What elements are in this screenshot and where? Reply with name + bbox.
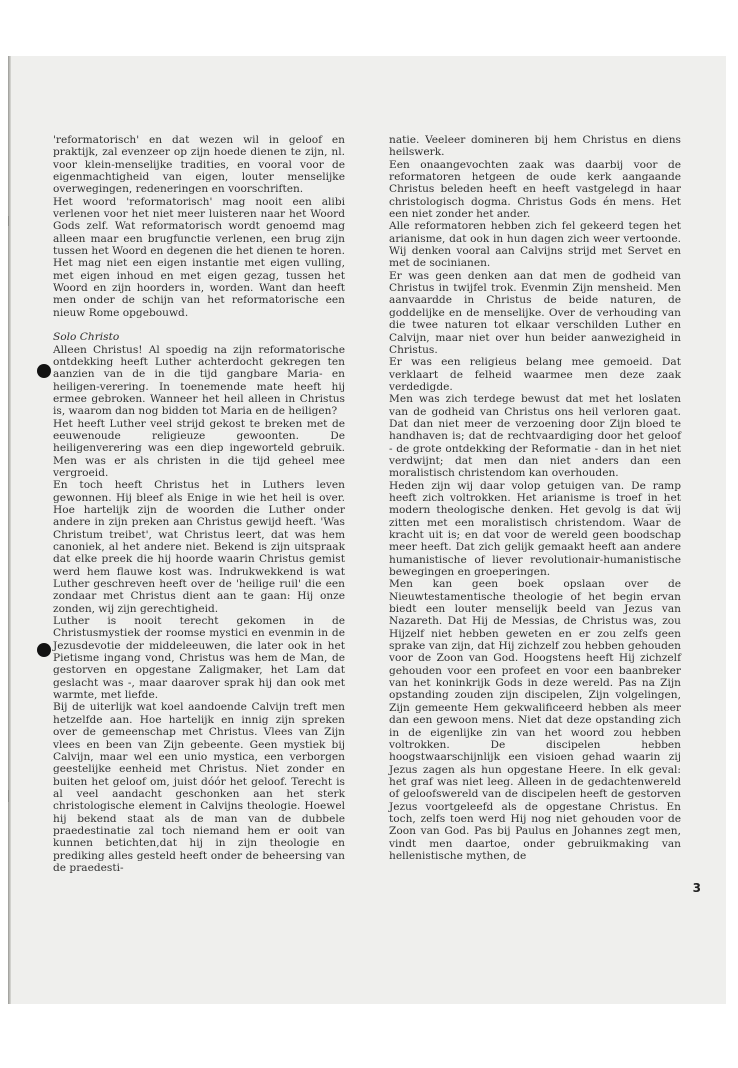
paragraph: Er was geen denken aan dat men de godheid van Christus in twijfel trok. Evenmin Zijn mensheid. Men aanvaardde in Christus de beide naturen, de goddelijke en de menselijke. Over de verhouding van die twee naturen tot elkaar verschilden Luther en Calvijn, maar niet over hun beider aanwezigheid in Christus. — [389, 269, 681, 356]
page-edge-shadow — [8, 56, 11, 1004]
section-spacer — [53, 319, 345, 331]
paragraph: Er was een religieus belang mee gemoeid. Dat verklaart de felheid waarmee men deze zaak verdedigde. — [389, 356, 681, 393]
punch-hole-upper — [37, 364, 51, 378]
page-number: 3 — [692, 881, 701, 895]
text-column-left — [53, 134, 345, 874]
section-heading: Solo Christo — [53, 331, 120, 344]
paragraph: En toch heeft Christus het in Luthers leven gewonnen. Hij bleef als Enige in wie het heil is over. Hoe hartelijk zijn de woorden die Luther onder andere in zijn preken aan Christus gewijd heeft. 'Was Christum treibet', wat Christus leert, dat was hem canoniek, al het andere niet. Bekend is zijn uitspraak dat elke preek die hij hoorde waarin Christus gemist werd hem flauwe kost was. Indrukwekkend is wat Luther geschreven heeft over de 'heilige ruil' die een zondaar met Christus dient aan te gaan: Hij onze zonden, wij zijn gerechtigheid. — [53, 479, 345, 615]
paragraph: Men was zich terdege bewust dat met het loslaten van de godheid van Christus ons heil verloren gaat. Dat dan niet meer de verzoening door Zijn bloed te handhaven is; dat de rechtvaardiging door het geloof - de grote ontdekking der Reformatie - dan in het niet verdwijnt; dat men dan niet anders dan een moralistisch christendom kan overhouden. — [389, 393, 681, 480]
paragraph: 'reformatorisch' en dat wezen wil in geloof en praktijk, zal evenzeer op zijn hoede dienen te zijn, nl. voor klein-menselijke tradities, en vooral voor de eigenmachtigheid van eigen, louter menselijke overwegingen, redeneringen en voorschriften. — [53, 134, 345, 196]
paragraph: natie. Veeleer domineren bij hem Christus en diens heilswerk. — [389, 134, 681, 159]
paragraph: Alle reformatoren hebben zich fel gekeerd tegen het arianisme, dat ook in hun dagen zich weer vertoonde. Wij denken vooral aan Calvijns strijd met Servet en met de socinianen. — [389, 220, 681, 270]
paragraph: Een onaangevochten zaak was daarbij voor de reformatoren hetgeen de oude kerk aangaande Christus beleden heeft en heeft vastgelegd in haar christologisch dogma. Christus Gods én mens. Het een niet zonder het ander. — [389, 158, 681, 221]
paragraph: Heden zijn wij daar volop getuigen van. De ramp heeft zich voltrokken. Het arianisme is troef in het modern theologische denken. Het gevolg is dat wij zitten met een moralistisch christendom. Waar de kracht uit is; en dat voor de wereld geen boodschap meer heeft. Dat zich gelijk gemaakt heeft aan andere humanistische of liever revolutionair-humanistische bewegingen en groeperingen. — [389, 479, 681, 579]
text-column-right — [389, 134, 681, 862]
scan-mark — [8, 790, 9, 802]
scan-mark — [8, 216, 9, 226]
paragraph: Bij de uiterlijk wat koel aandoende Calvijn treft men hetzelfde aan. Hoe hartelijk en innig zijn spreken over de gemeenschap met Christus. Vlees van Zijn vlees en been van Zijn gebeente. Geen mystiek bij Calvijn, maar wel een unio mystica, een verborgen geestelijke eenheid met Christus. Niet zonder en buiten het geloof om, juist dóór het geloof. Terecht is al veel aandacht geschonken aan het sterk christologische element in Calvijns theologie. Hoewel hij bekend staat als de man van de dubbele praedestinatie zal toch niemand hem er ooit van kunnen betichten,dat hij in zijn theologie en prediking alles gesteld heeft onder de beheersing van de praedesti- — [53, 701, 345, 874]
paragraph: Luther is nooit terecht gekomen in de Christusmystiek der roomse mystici en evenmin in de Jezusdevotie der middeleeuwen, die later ook in het Pietisme ingang vond, Christus was hem de Man, de gestorven en opgestane Zaligmaker, het Lam dat geslacht was -, maar daarover sprak hij dan ook met warmte, met liefde. — [53, 615, 345, 702]
paragraph: Het heeft Luther veel strijd gekost te breken met de eeuwenoude religieuze gewoonten. De heiligenverering was een diep ingeworteld gebruik. Men was er als christen in die tijd geheel mee vergroeid. — [53, 417, 345, 479]
punch-hole-lower — [37, 643, 51, 657]
paragraph: Alleen Christus! Al spoedig na zijn reformatorische ontdekking heeft Luther achterdocht gekregen ten aanzien van de in die tijd gangbare Maria- en heiligen-verering. In toenemende mate heeft hij ermee gebroken. Wanneer het heil alleen in Christus is, waarom dan nog bidden tot Maria en de heiligen? — [53, 343, 345, 418]
paragraph: Men kan geen boek opslaan over de Nieuwtestamentische theologie of het begin ervan biedt een louter menselijk beeld van Jezus van Nazareth. Dat Hij de Messias, de Christus was, zou Hijzelf niet hebben geweten en er zou zelfs geen sprake van zijn, dat Hij zichzelf zou hebben gehouden voor de Zoon van God. Hoogstens heeft Hij zichzelf gehouden voor een profeet en voor een baanbreker van het koninkrijk Gods in deze wereld. Pas na Zijn opstanding zouden zijn discipelen, Zijn volgelingen, Zijn gemeente Hem gekwalificeerd hebben als meer dan een gewoon mens. Niet dat deze opstanding zich in de eigenlijke zin van het woord zou hebben voltrokken. De discipelen hebben hoogstwaarschijnlijk een visioen gehad waarin zij Jezus zagen als hun opgestane Heere. In elk geval: het graf was niet leeg. Alleen in de gedachtenwereld of geloofswereld van de discipelen heeft de gestorven Jezus voortgeleefd als de opgestane Christus. En toch, zelfs toen werd Hij nog niet gehouden voor de Zoon van God. Pas bij Paulus en Johannes zegt men, vindt men daartoe, onder gebruikmaking van hellenistische mythen, de — [389, 578, 681, 862]
paragraph: Het woord 'reformatorisch' mag nooit een alibi verlenen voor het niet meer luisteren naar het Woord Gods zelf. Wat reformatorisch wordt genoemd mag alleen maar een brugfunctie verlenen, een brug zijn tussen het Woord en degenen die het dienen te horen. Het mag niet een eigen instantie met eigen vulling, met eigen inhoud en met eigen gezag, tussen het Woord en zijn hoorders in, worden. Want dan heeft men onder de schijn van het reformatorische een nieuw Rome opgebouwd. — [53, 195, 345, 319]
document-page — [8, 56, 726, 1004]
